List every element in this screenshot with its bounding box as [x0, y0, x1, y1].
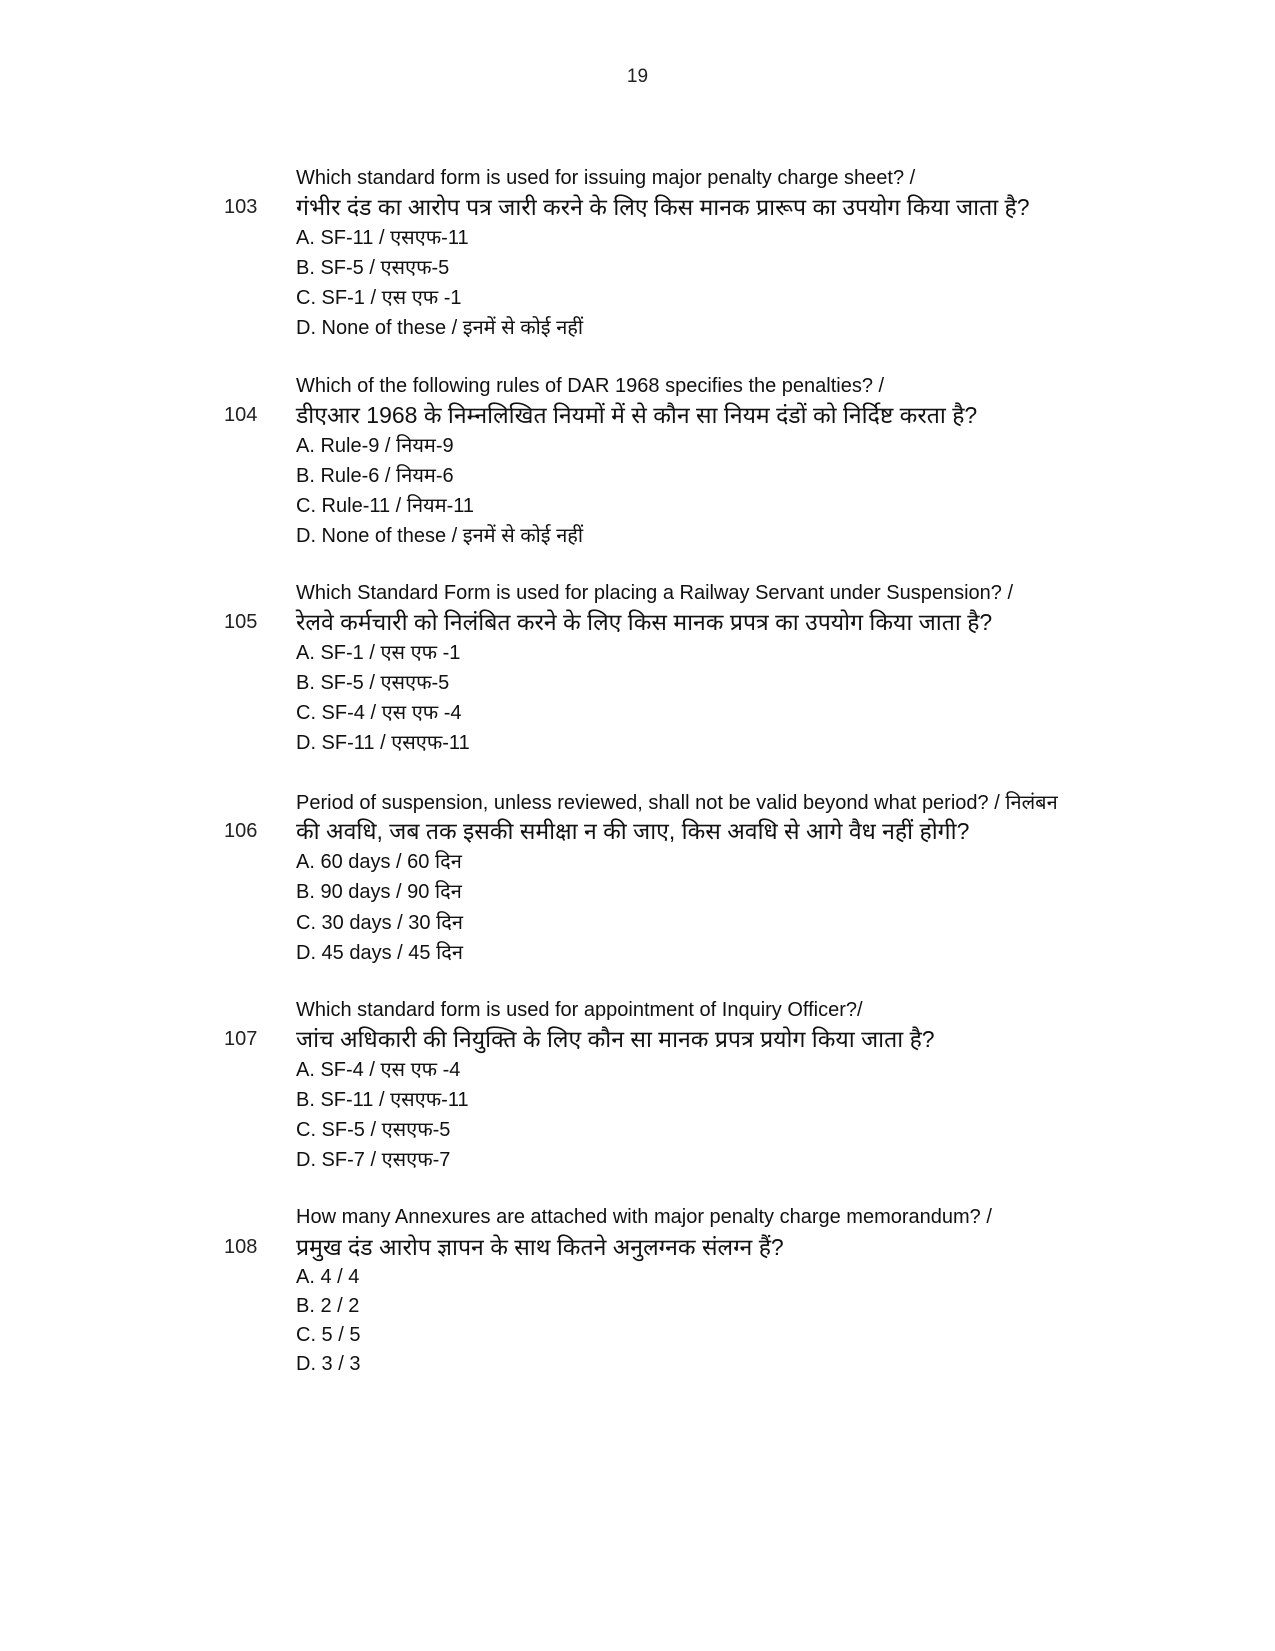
page-number: 19	[626, 66, 649, 87]
question-text-en: Which of the following rules of DAR 1968 specifies the penalties? /	[296, 375, 885, 397]
option-b: B. SF-5 / एसएफ-5	[296, 672, 450, 694]
question-number: 107	[224, 1028, 258, 1050]
option-b: B. Rule-6 / नियम-6	[296, 465, 454, 487]
option-a: A. SF-1 / एस एफ -1	[296, 642, 461, 664]
option-b: B. 90 days / 90 दिन	[296, 881, 462, 903]
option-a: A. SF-11 / एसएफ-11	[296, 227, 469, 249]
question-number: 106	[224, 820, 258, 842]
option-b: B. SF-5 / एसएफ-5	[296, 257, 450, 279]
question-text-hi: डीएआर 1968 के निम्नलिखित नियमों में से कौन सा नियम दंडों को निर्दिष्ट करता है?	[296, 402, 978, 428]
question-text-hi: गंभीर दंड का आरोप पत्र जारी करने के लिए किस मानक प्रारूप का उपयोग किया जाता है?	[296, 194, 1030, 220]
option-c: C. SF-4 / एस एफ -4	[296, 702, 462, 724]
option-d: D. SF-7 / एसएफ-7	[296, 1149, 451, 1171]
question-text-hi: की अवधि, जब तक इसकी समीक्षा न की जाए, किस अवधि से आगे वैध नहीं होगी?	[296, 818, 970, 844]
option-d: D. 45 days / 45 दिन	[296, 942, 463, 964]
option-a: A. 60 days / 60 दिन	[296, 851, 462, 873]
option-a: A. 4 / 4	[296, 1266, 360, 1288]
question-number: 103	[224, 196, 258, 218]
question-text-en: Which standard form is used for appointment of Inquiry Officer?/	[296, 999, 863, 1021]
question-text-hi: रेलवे कर्मचारी को निलंबित करने के लिए किस मानक प्रपत्र का उपयोग किया जाता है?	[296, 609, 993, 635]
option-c: C. SF-1 / एस एफ -1	[296, 287, 462, 309]
option-d: D. None of these / इनमें से कोई नहीं	[296, 525, 584, 547]
option-d: D. None of these / इनमें से कोई नहीं	[296, 317, 584, 339]
question-text-hi: जांच अधिकारी की नियुक्ति के लिए कौन सा मानक प्रपत्र प्रयोग किया जाता है?	[296, 1026, 935, 1052]
option-c: C. 30 days / 30 दिन	[296, 912, 463, 934]
option-d: D. SF-11 / एसएफ-11	[296, 732, 470, 754]
question-text-en: Period of suspension, unless reviewed, shall not be valid beyond what period? / निलंबन	[296, 792, 1058, 814]
option-b: B. 2 / 2	[296, 1295, 360, 1317]
option-a: A. Rule-9 / नियम-9	[296, 435, 454, 457]
question-text-en: How many Annexures are attached with major penalty charge memorandum? /	[296, 1206, 992, 1228]
option-c: C. SF-5 / एसएफ-5	[296, 1119, 451, 1141]
option-c: C. Rule-11 / नियम-11	[296, 495, 475, 517]
question-text-en: Which standard form is used for issuing major penalty charge sheet? /	[296, 167, 916, 189]
option-b: B. SF-11 / एसएफ-11	[296, 1089, 469, 1111]
question-number: 108	[224, 1236, 258, 1258]
question-text-en: Which Standard Form is used for placing a Railway Servant under Suspension? /	[296, 582, 1014, 604]
option-d: D. 3 / 3	[296, 1353, 361, 1375]
option-c: C. 5 / 5	[296, 1324, 361, 1346]
option-a: A. SF-4 / एस एफ -4	[296, 1059, 461, 1081]
question-text-hi: प्रमुख दंड आरोप ज्ञापन के साथ कितने अनुलग्नक संलग्न हैं?	[296, 1234, 784, 1260]
question-number: 105	[224, 611, 258, 633]
question-number: 104	[224, 404, 258, 426]
